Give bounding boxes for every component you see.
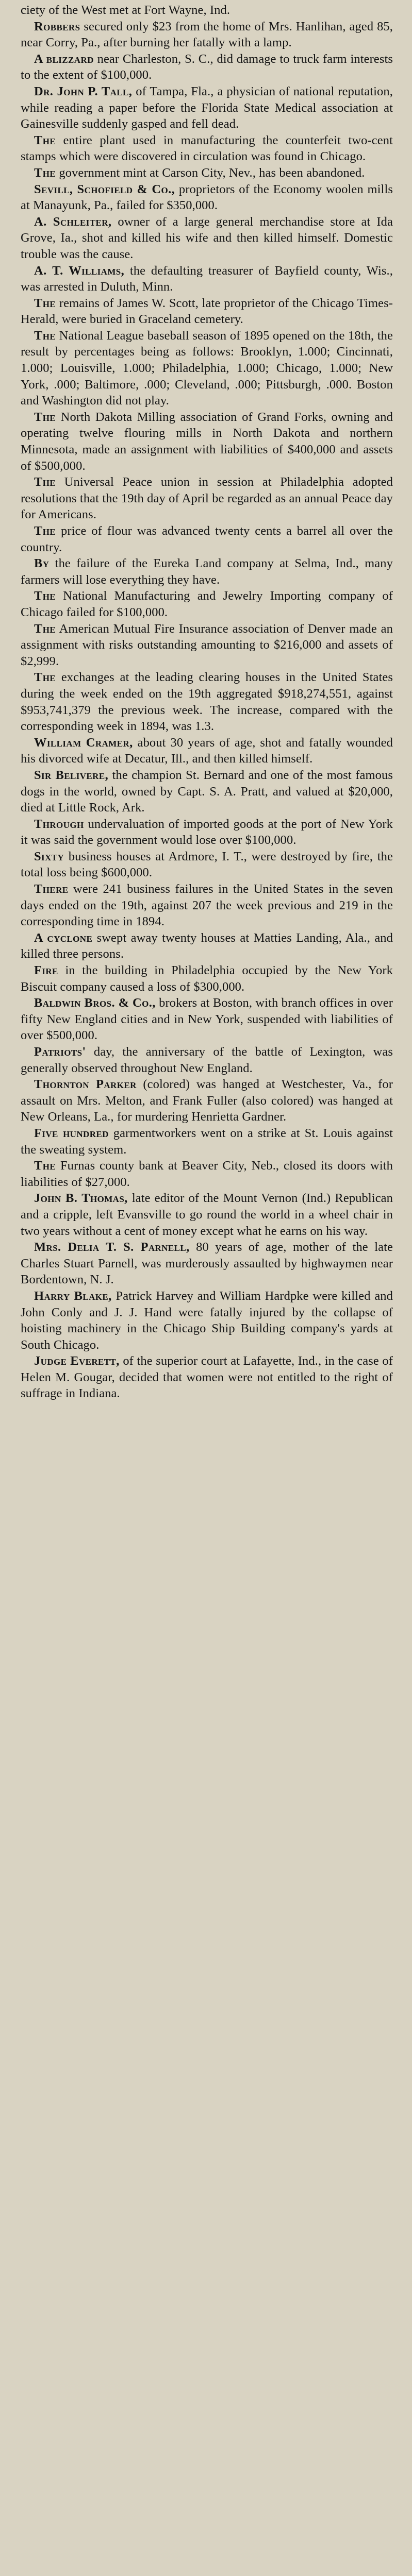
news-item	[21, 165, 393, 181]
news-item-text: Furnas county bank at Beaver City, Neb., closed its doors with liabilities of $27,000.	[21, 1159, 393, 1189]
news-item	[21, 816, 393, 849]
news-item	[21, 1239, 393, 1288]
news-item-text: National League baseball season of 1895 opened on the 18th, the result by percentages being as follows: Brooklyn, 1.000; Cincinnati, 1.000; Louisville, 1.000; Philadelphia, 1.000; Chicago, 1.000; New York, .000; Baltimore, .000; Cleveland, .000; Pittsburgh, .000. Boston and Washington did not play.	[21, 328, 393, 408]
news-item-lead: The	[34, 589, 56, 603]
news-item-lead: By	[34, 556, 50, 571]
news-item-lead: Through	[34, 817, 84, 831]
news-item	[21, 263, 393, 295]
news-item	[21, 962, 393, 995]
news-item-lead: John B. Thomas,	[34, 1191, 128, 1206]
news-item	[21, 474, 393, 523]
news-item-text: brokers at Boston, with branch offices in over fifty New England cities and in New York, suspended with liabilities of over $500,000.	[21, 996, 393, 1043]
news-item	[21, 767, 393, 816]
news-item-lead: Baldwin Bros. & Co.,	[34, 996, 156, 1010]
news-item-text: National Manufacturing and Jewelry Importing company of Chicago failed for $100,000.	[21, 589, 393, 619]
news-item-text: Patrick Harvey and William Hardpke were killed and John Conly and J. J. Hand were fatally injured by the collapse of hoisting machinery in the Chicago Ship Building company's yards at South Chicago.	[21, 1289, 393, 1352]
news-item-text: remains of James W. Scott, late proprietor of the Chicago Times-Herald, were buried in Graceland cemetery.	[21, 296, 393, 327]
news-item	[21, 132, 393, 165]
news-item-lead: The	[34, 296, 56, 310]
news-item-lead: A. Schleiter,	[34, 214, 112, 229]
news-item-lead: Mrs. Delia T. S. Parnell,	[34, 1240, 190, 1255]
news-item	[21, 849, 393, 881]
news-item	[21, 1125, 393, 1158]
news-item-text: (colored) was hanged at Westchester, Va., for assault on Mrs. Melton, and Frank Fuller (also colored) was hanged at New Orleans, La., for murdering Henrietta Gardner.	[21, 1077, 393, 1124]
news-item-text: North Dakota Milling association of Grand Forks, owning and operating twelve flouring mills in North Dakota and northern Minnesota, made an assignment with liabilities of $400,000 and assets of $500,000.	[21, 410, 393, 473]
news-item-lead: Sir Belivere,	[34, 768, 109, 782]
news-item	[21, 1076, 393, 1125]
news-item-lead: Fire	[34, 963, 58, 978]
news-item	[21, 555, 393, 588]
news-item-lead: A cyclone	[34, 930, 93, 945]
news-item	[21, 621, 393, 670]
news-item-lead: Judge Everett,	[34, 1354, 120, 1368]
news-item-lead: A. T. Williams,	[34, 263, 125, 278]
news-item-text: American Mutual Fire Insurance association of Denver made an assignment with risks outstanding amounting to $216,000 and assets of $2,999.	[21, 621, 393, 668]
news-item-text: the champion St. Bernard and one of the most famous dogs in the world, owned by Capt. S. A. Pratt, and valued at $20,000, died at Little Rock, Ark.	[21, 768, 393, 815]
news-item-text: the failure of the Eureka Land company at Selma, Ind., many farmers will lose everything they have.	[21, 556, 393, 587]
news-item-lead: Sevill, Schofield & Co.,	[34, 182, 175, 196]
news-item-text: about 30 years of age, shot and fatally wounded his divorced wife at Decatur, Ill., and then killed himself.	[21, 735, 393, 766]
news-item-lead: William Cramer,	[34, 735, 133, 750]
news-item-text: entire plant used in manufacturing the counterfeit two-cent stamps which were discovered in circulation was found in Chicago.	[21, 133, 393, 164]
news-item-text: price of flour was advanced twenty cents a barrel all over the country.	[21, 524, 393, 554]
news-item	[21, 19, 393, 51]
news-item-text: business houses at Ardmore, I. T., were destroyed by fire, the total loss being $600,000.	[21, 849, 393, 880]
news-item	[21, 1158, 393, 1190]
news-item-text: of Tampa, Fla., a physician of national reputation, while reading a paper before the Florida State Medical association at Gainesville suddenly gasped and fell dead.	[21, 84, 393, 131]
news-item	[21, 995, 393, 1044]
news-item-text: swept away twenty houses at Matties Landing, Ala., and killed three persons.	[21, 930, 393, 961]
news-item-lead: The	[34, 670, 56, 685]
news-item	[21, 214, 393, 263]
news-item	[21, 881, 393, 930]
news-item	[21, 930, 393, 962]
news-item-lead: A blizzard	[34, 52, 94, 66]
news-item-text: 80 years of age, mother of the late Charles Stuart Parnell, was murderously assaulted by highwaymen near Bordentown, N. J.	[21, 1240, 393, 1287]
news-item-text: secured only $23 from the home of Mrs. Hanlihan, aged 85, near Corry, Pa., after burning her fatally with a lamp.	[21, 19, 393, 50]
news-item-text: the defaulting treasurer of Bayfield county, Wis., was arrested in Duluth, Minn.	[21, 263, 393, 294]
news-item-text: undervaluation of imported goods at the port of New York it was said the government would lose over $100,000.	[21, 817, 393, 848]
news-item	[21, 1190, 393, 1239]
news-item-text: were 241 business failures in the United States in the seven days ended on the 19th, against 207 the week previous and 219 in the corresponding time in 1894.	[21, 882, 393, 929]
news-item-text: in the building in Philadelphia occupied by the New York Biscuit company caused a loss of $300,000.	[21, 963, 393, 994]
news-item-text: owner of a large general merchandise store at Ida Grove, Ia., shot and killed his wife and then killed himself. Domestic trouble was the cause.	[21, 214, 393, 261]
news-item	[21, 1353, 393, 1402]
news-item-lead: There	[34, 882, 69, 896]
news-item-lead: Five hundred	[34, 1126, 109, 1140]
news-item-lead: Robbers	[34, 19, 80, 33]
news-item-lead: The	[34, 1159, 56, 1173]
news-item	[21, 523, 393, 555]
news-item-lead: The	[34, 621, 56, 636]
news-column	[21, 2, 393, 1402]
news-item-text: Universal Peace union in session at Philadelphia adopted resolutions that the 19th day of April be regarded as an annual Peace day for Americans.	[21, 475, 393, 522]
news-item	[21, 328, 393, 409]
news-item-lead: The	[34, 410, 56, 424]
news-item-text: late editor of the Mount Vernon (Ind.) Republican and a cripple, left Evansville to go round the world in a wheel chair in two years without a cent of money except what he earns on his way.	[21, 1191, 393, 1238]
news-item	[21, 409, 393, 474]
news-item	[21, 1288, 393, 1353]
news-item-lead: Thornton Parker	[34, 1077, 137, 1092]
news-item	[21, 51, 393, 83]
news-item-text: government mint at Carson City, Nev., has been abandoned.	[59, 165, 365, 180]
news-item-text: garmentworkers went on a strike at St. Louis against the sweating system.	[21, 1126, 393, 1157]
news-item-text: proprietors of the Economy woolen mills at Manayunk, Pa., failed for $350,000.	[21, 182, 393, 213]
news-item-lead: The	[34, 475, 56, 489]
news-item-text: day, the anniversary of the battle of Lexington, was generally observed throughout New England.	[21, 1045, 393, 1075]
news-item	[21, 735, 393, 767]
news-item	[21, 2, 393, 19]
news-item	[21, 1044, 393, 1076]
news-item	[21, 588, 393, 620]
news-item-text: near Charleston, S. C., did damage to truck farm interests to the extent of $100,000.	[21, 52, 393, 82]
news-item-text: exchanges at the leading clearing houses in the United States during the week ended on the 19th aggregated $918,274,551, against $953,741,379 the previous week. The increase, compared with the corresponding week in 1894, was 1.3.	[21, 670, 393, 734]
news-item-lead: Sixty	[34, 849, 64, 863]
news-item-lead: The	[34, 524, 56, 538]
news-item-lead: Patriots'	[34, 1045, 86, 1059]
news-item-lead: The	[34, 328, 56, 343]
news-item	[21, 295, 393, 328]
news-item-lead: The	[34, 165, 56, 180]
news-item-lead: The	[34, 133, 56, 147]
news-item-text: of the superior court at Lafayette, Ind., in the case of Helen M. Gougar, decided that women were not entitled to the right of suffrage in Indiana.	[21, 1354, 393, 1401]
news-item	[21, 181, 393, 214]
news-item-lead: Harry Blake,	[34, 1289, 112, 1303]
news-item	[21, 669, 393, 734]
news-item-text: ciety of the West met at Fort Wayne, Ind.	[21, 3, 230, 17]
news-item-lead: Dr. John P. Tall,	[34, 84, 133, 98]
news-item	[21, 83, 393, 132]
